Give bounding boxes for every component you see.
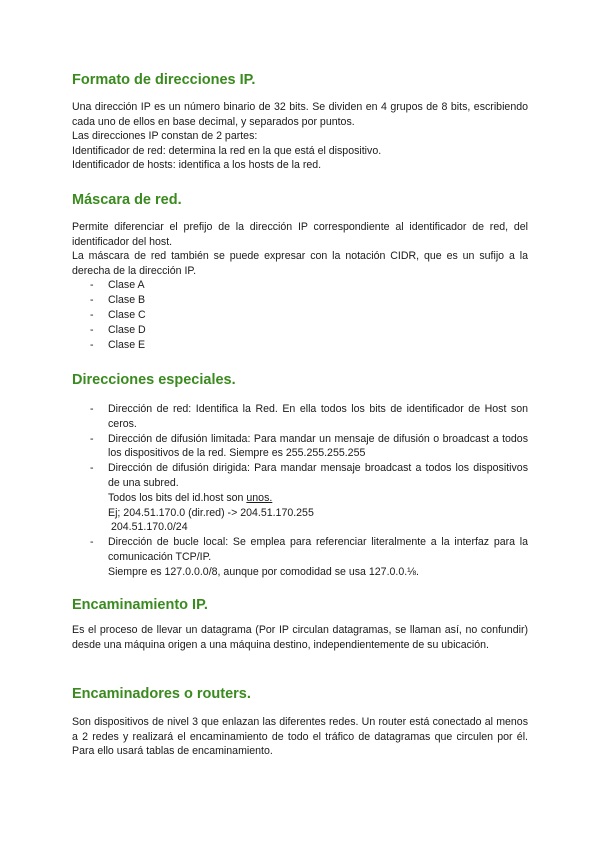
paragraph: Las direcciones IP constan de 2 partes: [72, 130, 258, 143]
paragraph: Permite diferenciar el prefijo de la dirección IP correspondiente al identificador de red, del identificador del host. [72, 221, 528, 248]
heading-direcciones-especiales: Direcciones especiales. [72, 372, 236, 388]
special-address-list [72, 402, 528, 580]
heading-encaminadores: Encaminadores o routers. [72, 686, 251, 702]
list-item: - Clase E [90, 338, 146, 351]
paragraph: Identificador de red: determina la red en la que está el dispositivo. [72, 144, 382, 157]
list-item: - Clase A [90, 279, 145, 292]
list-item: - Dirección de bucle local: Se emplea para referenciar literalmente a la interfaz para la comunicación TCP/IP. Siempre es 127.0.0.0/8, aunque por comodidad se usa 127.0.0.⅛. [90, 536, 528, 578]
list-item: - Dirección de red: Identifica la Red. En ella todos los bits de identificador de Host son ceros. [90, 403, 528, 430]
list-item: - Clase C [90, 308, 146, 321]
paragraph: Identificador de hosts: identifica a los hosts de la red. [72, 159, 322, 172]
class-list [72, 278, 528, 352]
list-item: - Dirección de difusión limitada: Para mandar un mensaje de difusión o broadcast a todos los dispositivos de la red. Siempre es 255.255.255.255 [90, 432, 528, 460]
heading-formato-direcciones: Formato de direcciones IP. [72, 72, 256, 88]
section-encaminamiento-ip [72, 597, 528, 652]
section-encaminadores [72, 686, 528, 759]
heading-mascara-red: Máscara de red. [72, 192, 182, 208]
paragraph: Una dirección IP es un número binario de 32 bits. Se dividen en 4 grupos de 8 bits, escribiendo cada uno de ellos en base decimal, y separados por puntos. [72, 101, 528, 128]
list-item: - Clase B [90, 294, 146, 307]
paragraph: Es el proceso de llevar un datagrama (Por IP circulan datagramas, se llaman así, no confundir) desde una máquina origen a una máquina destino, independientemente de su ubicación. [72, 624, 528, 651]
paragraph: Son dispositivos de nivel 3 que enlazan las diferentes redes. Un router está conectado al menos a 2 redes y realizará el encaminamiento de todo el tráfico de datagramas que circulen por él. Para ello usará tablas de encaminamiento. [72, 716, 528, 758]
section-direcciones-especiales [72, 372, 528, 580]
list-item: - Clase D [90, 323, 146, 336]
section-mascara-red [72, 192, 528, 352]
list-item: - Dirección de difusión dirigida: Para mandar mensaje broadcast a todos los dispositivos de una subred. Todos los bits del id.host son unos. Ej; 204.51.170.0 (dir.red) -> 204.51.170.255 204.51.170.0/24 [90, 462, 528, 534]
heading-encaminamiento-ip: Encaminamiento IP. [72, 597, 208, 613]
paragraph: La máscara de red también se puede expresar con la notación CIDR, que es un sufijo a la derecha de la dirección IP. [72, 250, 528, 277]
section-formato-direcciones [72, 72, 528, 173]
